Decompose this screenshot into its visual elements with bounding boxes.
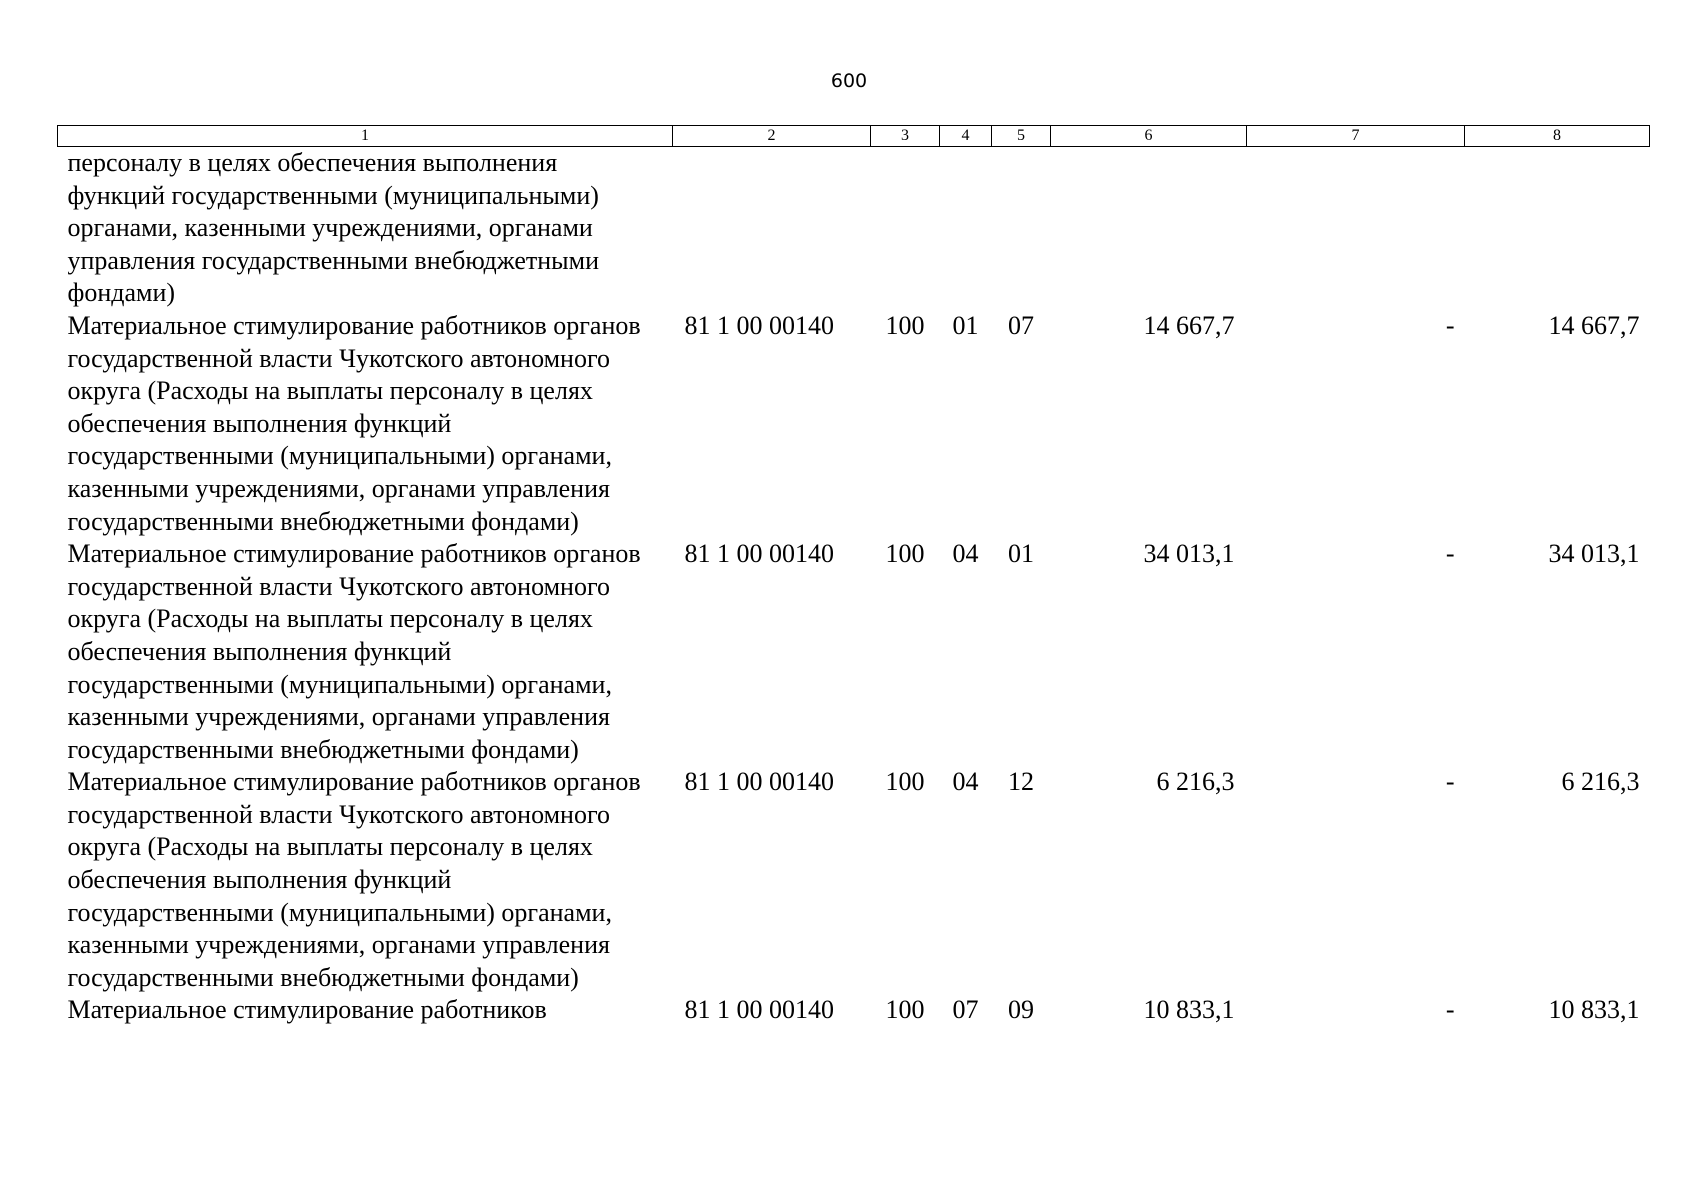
column-number-header (58, 126, 1650, 147)
row-amount-col6: 14 667,7 (1143, 310, 1235, 340)
row-description: персоналу в целях обеспечения выполнения функций государственными (муниципальными) органами, казенными учреждениями, органами управления государственными внебюджетными фондами) (67, 148, 599, 308)
row-expense-type: 100 (885, 539, 925, 569)
row-amount-col8: 6 216,3 (1561, 767, 1640, 797)
page-number: 600 (830, 70, 868, 92)
row-subsection: 01 (1008, 539, 1034, 569)
header-col-6: 6 (1051, 126, 1247, 147)
table-row (58, 766, 1650, 994)
row-section: 01 (952, 310, 979, 340)
row-description: Материальное стимулирование работников органов государственной власти Чукотского автономного округа (Расходы на выплаты персоналу в целях обеспечения выполнения функций государственными (муниципальными) органами, казенными учреждениями, органами управления государственными внебюджетными фондами) (67, 767, 641, 992)
row-description: Материальное стимулирование работников (67, 995, 547, 1025)
header-col-1: 1 (58, 126, 673, 147)
row-section: 04 (952, 539, 979, 569)
header-col-7: 7 (1247, 126, 1465, 147)
row-section: 04 (952, 767, 979, 797)
header-col-4: 4 (940, 126, 992, 147)
row-subsection: 07 (1008, 310, 1034, 340)
budget-table (57, 125, 1650, 1027)
row-amount-col7 (1247, 147, 1465, 310)
table-row (58, 994, 1650, 1027)
row-expense-type: 100 (885, 767, 925, 797)
row-amount-col7: - (1445, 995, 1455, 1025)
row-section: 07 (952, 995, 979, 1025)
table-row (58, 310, 1650, 538)
header-col-2: 2 (673, 126, 871, 147)
row-amount-col8: 10 833,1 (1548, 995, 1640, 1025)
row-expense-type: 100 (885, 995, 925, 1025)
row-amount-col6: 34 013,1 (1143, 539, 1235, 569)
row-target-article: 81 1 00 00140 (684, 995, 834, 1025)
header-col-5: 5 (992, 126, 1051, 147)
row-amount-col6 (1051, 147, 1247, 310)
header-col-8: 8 (1465, 126, 1650, 147)
row-expense-type (871, 147, 940, 310)
row-target-article: 81 1 00 00140 (684, 767, 834, 797)
row-amount-col8 (1465, 147, 1650, 310)
row-amount-col8: 34 013,1 (1548, 539, 1640, 569)
row-subsection (992, 147, 1051, 310)
row-description: Материальное стимулирование работников органов государственной власти Чукотского автономного округа (Расходы на выплаты персоналу в целях обеспечения выполнения функций государственными (муниципальными) органами, казенными учреждениями, органами управления государственными внебюджетными фондами) (67, 310, 641, 536)
row-target-article: 81 1 00 00140 (684, 539, 834, 569)
row-description: Материальное стимулирование работников органов государственной власти Чукотского автономного округа (Расходы на выплаты персоналу в целях обеспечения выполнения функций государственными (муниципальными) органами, казенными учреждениями, органами управления государственными внебюджетными фондами) (67, 539, 641, 764)
row-amount-col7: - (1445, 310, 1455, 340)
header-col-3: 3 (871, 126, 940, 147)
row-amount-col7: - (1445, 767, 1455, 797)
row-amount-col6: 10 833,1 (1143, 995, 1235, 1025)
row-amount-col8: 14 667,7 (1548, 310, 1640, 340)
row-amount-col7: - (1445, 539, 1455, 569)
table-row (58, 147, 1650, 310)
row-subsection: 09 (1008, 995, 1034, 1025)
row-amount-col6: 6 216,3 (1156, 767, 1235, 797)
row-expense-type: 100 (885, 310, 925, 340)
row-subsection: 12 (1008, 767, 1034, 797)
row-target-article: 81 1 00 00140 (684, 310, 834, 340)
row-target-article (673, 147, 871, 310)
row-section (940, 147, 992, 310)
table-row (58, 538, 1650, 766)
